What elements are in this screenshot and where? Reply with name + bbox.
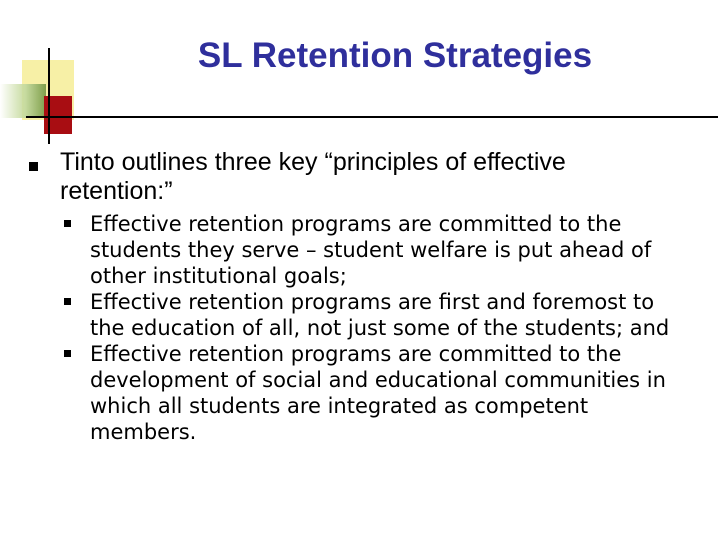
- bullet-square-icon: [64, 350, 71, 357]
- main-bullet-text: Tinto outlines three key “principles of effective retention:”: [60, 148, 566, 205]
- sub-bullet-item: [90, 211, 690, 289]
- sub-bullet-text: Effective retention programs are committed to the development of social and educational communities in which all students are integrated as competent members.: [90, 342, 666, 444]
- sub-bullet-text: Effective retention programs are first and foremost to the education of all, not just some of the students; and: [90, 290, 670, 340]
- slide-title: SL Retention Strategies: [197, 36, 593, 75]
- decorative-green-bar: [0, 84, 46, 118]
- decorative-vertical-line: [48, 48, 50, 144]
- bullet-square-icon: [64, 220, 71, 227]
- sub-bullet-text: Effective retention programs are committed to the students they serve – student welfare is put ahead of other institutional goals;: [90, 212, 652, 288]
- title-divider-line: [26, 116, 718, 118]
- sub-bullet-list: [90, 211, 690, 445]
- bullet-square-icon: [64, 298, 71, 305]
- sub-bullet-item: [90, 289, 690, 341]
- bullet-square-icon: [29, 162, 38, 171]
- sub-bullet-item: [90, 341, 690, 445]
